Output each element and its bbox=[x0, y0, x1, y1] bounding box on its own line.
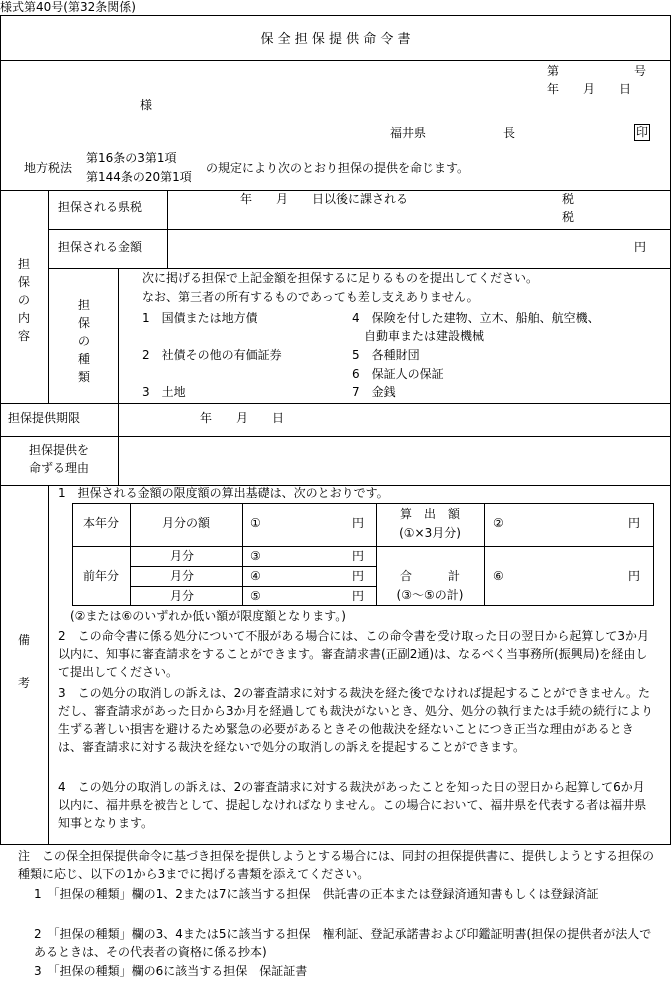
law-clause-1: 第16条の3第1項 bbox=[86, 151, 177, 165]
tax-period: 年 月 日以後に課される bbox=[240, 192, 409, 206]
form-number: 様式第40号(第32条関係) bbox=[0, 0, 136, 14]
divider bbox=[242, 503, 243, 606]
footer-note-main: 注 この保全担保提供命令に基づき担保を提供しようとする場合には、同封の担保提供書に、提供しようとする担保の種類に応じ、以下の1から3までに掲げる書類を添えてください。 bbox=[18, 849, 655, 881]
calc-c4-yen: 円 bbox=[352, 569, 365, 583]
divider bbox=[130, 566, 376, 567]
period-value: 年 月 日 bbox=[200, 411, 285, 425]
issuer-prefecture: 福井県 bbox=[390, 126, 427, 140]
kind-item-1: 1 国債または地方債 bbox=[142, 311, 258, 325]
kinds-intro-1: 次に掲げる担保で上記金額を担保するに足りるものを提出してください。 bbox=[142, 271, 539, 285]
remarks-note-1: (②または⑥のいずれか低い額が限度額となります。) bbox=[70, 609, 346, 623]
law-prefix: 地方税法 bbox=[24, 161, 73, 175]
divider bbox=[118, 268, 119, 403]
calc-this-year: 本年分 bbox=[82, 516, 119, 530]
divider bbox=[0, 60, 671, 61]
footer-note-3: 3 「担保の種類」欄の6に該当する担保 保証証書 bbox=[34, 964, 308, 978]
tax-suffix-2: 税 bbox=[562, 210, 575, 224]
tax-suffix-1: 税 bbox=[562, 192, 575, 206]
kind-item-4a: 4 保険を付した建物、立木、船舶、航空機、 bbox=[352, 311, 600, 325]
divider bbox=[48, 268, 671, 269]
calc-monthly: 月分の額 bbox=[161, 516, 210, 530]
calc-month-2: 月分 bbox=[170, 569, 195, 583]
remarks-item-1: 1 担保される金額の限度額の算出基礎は、次のとおりです。 bbox=[58, 486, 389, 500]
calc-c1-yen: 円 bbox=[352, 516, 365, 530]
calc-c1: ① bbox=[250, 516, 261, 530]
issuer-chief: 長 bbox=[503, 126, 516, 140]
addressee-sama: 様 bbox=[140, 98, 153, 112]
amount-unit: 円 bbox=[634, 240, 647, 254]
kinds-label: 担 保 の 種 類 bbox=[77, 298, 90, 384]
kinds-intro-2: なお、第三者の所有するものであっても差し支えありません。 bbox=[142, 290, 479, 304]
calc-c2: ② bbox=[493, 516, 504, 530]
law-statement: の規定により次のとおり担保の提供を命じます。 bbox=[206, 161, 470, 175]
divider bbox=[0, 403, 671, 404]
remarks-item-3: 3 この処分の取消しの訴えは、2の審査請求に対する裁決を経た後でなければ提起することができません。ただし、審査請求があった日から3か月を経過しても裁決がないとき、処分、処分の執行または手続の続行により生ずる著しい損害を避けるため緊急の必要があるときその他裁決を経ないことにつき正当な理由があるときは、審査請求に対する裁決を経ないで処分の取消しの訴えを提起することができます。 bbox=[58, 686, 654, 754]
remarks-item-4: 4 この処分の取消しの訴えは、2の審査請求に対する裁決があったことを知った日の翌日から起算して6か月以内に、福井県を被告として、提起しなければなりません。この場合において、福井県を代表する者は福井県知事となります。 bbox=[58, 780, 647, 830]
period-label: 担保提供期限 bbox=[8, 411, 81, 425]
divider bbox=[118, 403, 119, 485]
kind-item-5: 5 各種財団 bbox=[352, 348, 420, 362]
page-title: 保 全 担 保 提 供 命 令 書 bbox=[260, 32, 411, 47]
kind-item-3: 3 土地 bbox=[142, 385, 186, 399]
calc-c5-yen: 円 bbox=[352, 589, 365, 603]
divider bbox=[0, 190, 671, 191]
divider bbox=[48, 190, 49, 403]
calc-label-1: 算 出 額 bbox=[399, 507, 460, 521]
kind-item-6: 6 保証人の保証 bbox=[352, 367, 444, 381]
seal-mark: 印 bbox=[636, 125, 649, 139]
remarks-label-2: 考 bbox=[18, 676, 31, 690]
sum-label-1: 合 計 bbox=[399, 569, 460, 583]
divider bbox=[48, 485, 49, 845]
kind-item-4b: 自動車または建設機械 bbox=[364, 329, 485, 343]
doc-number-prefix: 第 bbox=[547, 64, 560, 78]
calc-c3: ③ bbox=[250, 549, 261, 563]
divider bbox=[72, 546, 654, 547]
calc-last-year: 前年分 bbox=[82, 569, 119, 583]
calc-c6: ⑥ bbox=[493, 569, 504, 583]
footer-note-2: 2 「担保の種類」欄の3、4または5に該当する担保 権利証、登記承諾書および印鑑証明書(担保の提供者が法人であるときは、その代表者の資格に係る抄本) bbox=[34, 927, 652, 959]
calc-c6-yen: 円 bbox=[628, 569, 641, 583]
reason-label-2: 命ずる理由 bbox=[28, 461, 89, 475]
issue-date: 年 月 日 bbox=[547, 82, 632, 96]
content-section-label: 担 保 の 内 容 bbox=[17, 257, 30, 343]
calc-c3-yen: 円 bbox=[352, 549, 365, 563]
calc-c2-yen: 円 bbox=[628, 516, 641, 530]
remarks-label-1: 備 bbox=[18, 633, 31, 647]
kind-item-7: 7 金銭 bbox=[352, 385, 396, 399]
calc-month-3: 月分 bbox=[170, 589, 195, 603]
tax-label: 担保される県税 bbox=[58, 200, 143, 214]
amount-label: 担保される金額 bbox=[58, 240, 143, 254]
remarks-item-2: 2 この命令書に係る処分について不服がある場合には、この命令書を受け取った日の翌日から起算して3か月以内に、知事に審査請求をすることができます。審査請求書(正副2通)は、なるべく当事務所(振興局)を経由して提出してください。 bbox=[58, 629, 650, 679]
kind-item-2: 2 社債その他の有価証券 bbox=[142, 348, 282, 362]
reason-label-1: 担保提供を bbox=[28, 443, 89, 457]
divider bbox=[484, 503, 485, 606]
doc-number-suffix: 号 bbox=[634, 64, 647, 78]
divider bbox=[0, 436, 671, 437]
calc-c5: ⑤ bbox=[250, 589, 261, 603]
calc-label-2: (①×3月分) bbox=[399, 526, 461, 540]
footer-note-1: 1 「担保の種類」欄の1、2または7に該当する担保 供託書の正本または登録済通知書もしくは登録済証 bbox=[34, 887, 599, 901]
divider bbox=[130, 586, 376, 587]
law-clause-2: 第144条の20第1項 bbox=[86, 170, 192, 184]
divider bbox=[48, 229, 671, 230]
sum-label-2: (③～⑤の計) bbox=[396, 588, 464, 602]
calc-month-1: 月分 bbox=[170, 549, 195, 563]
calc-c4: ④ bbox=[250, 569, 261, 583]
